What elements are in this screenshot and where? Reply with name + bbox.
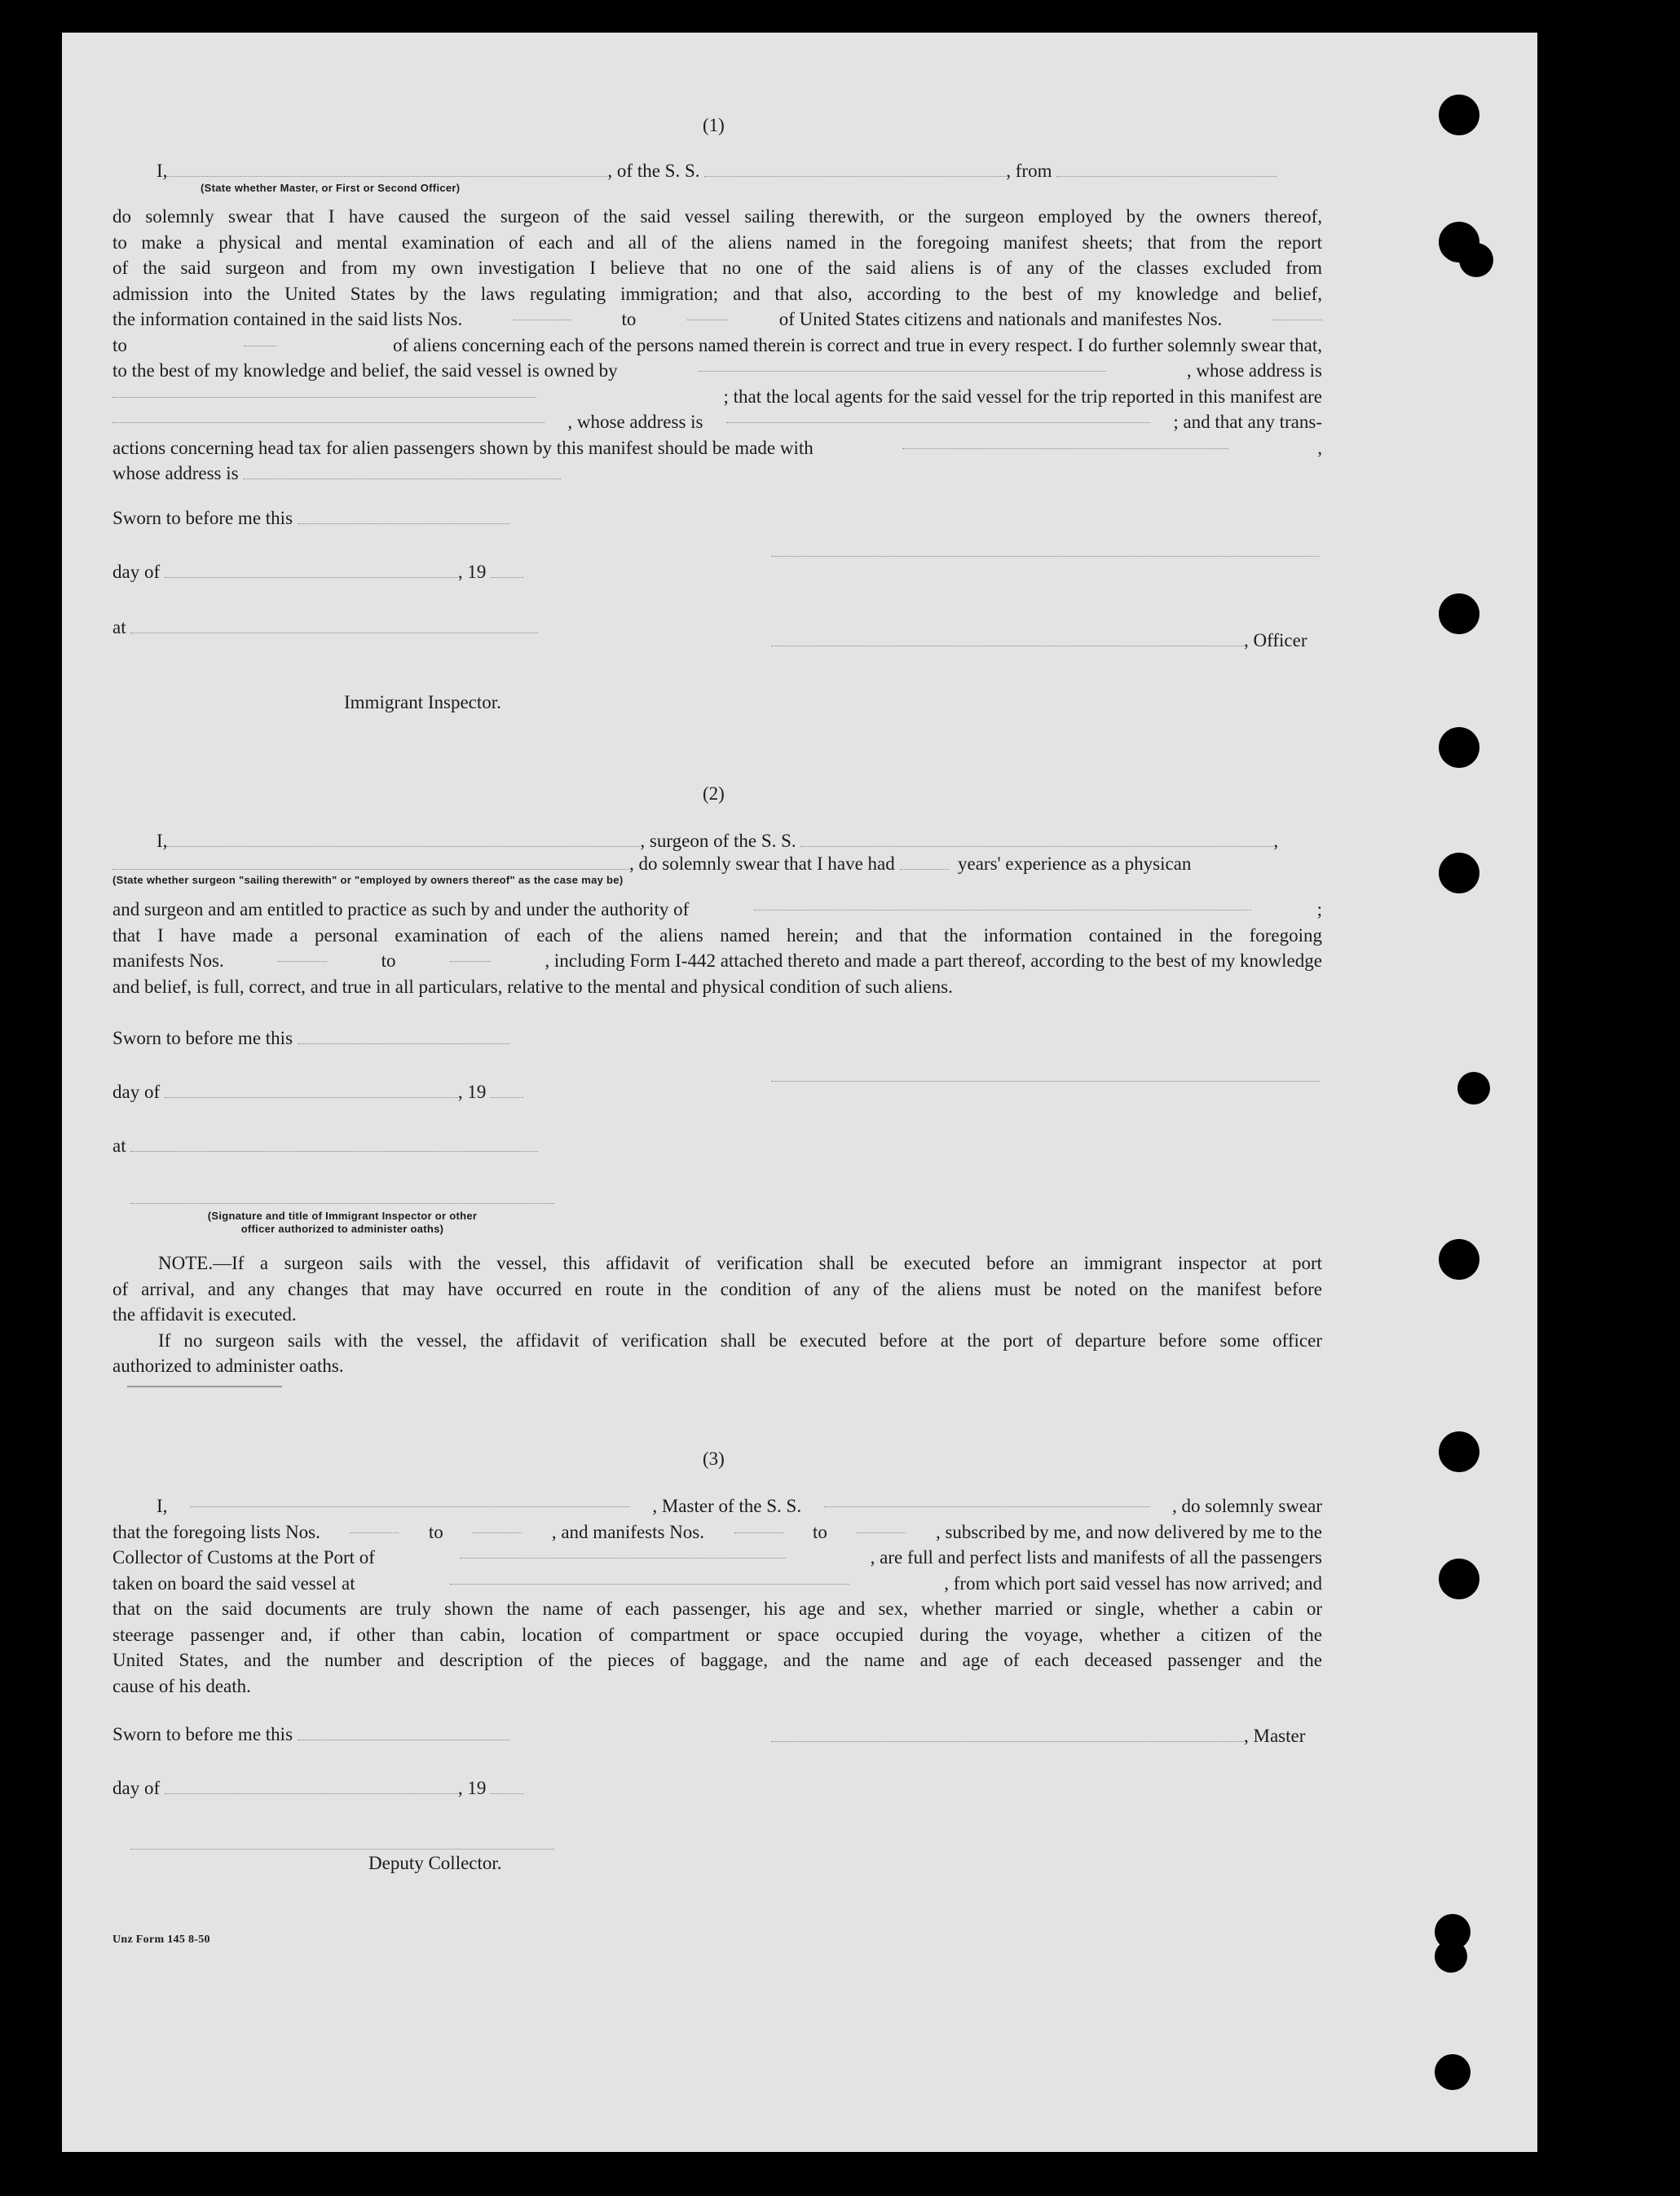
section-2-heading: (2) (703, 783, 725, 804)
punch-hole (1439, 1559, 1479, 1599)
punch-hole (1439, 1239, 1479, 1280)
s1-officer-hint: (State whether Master, or First or Second Officer) (201, 182, 461, 194)
punch-hole (1457, 1072, 1490, 1105)
punch-hole (1439, 95, 1479, 135)
s3-day-of: day of , 19 (112, 1775, 523, 1801)
s3-collector-line (130, 1849, 554, 1850)
form-number: Unz Form 145 8-50 (112, 1934, 210, 1946)
s1-officer: , Officer (771, 628, 1307, 653)
punch-hole (1435, 2054, 1471, 2090)
s2-line-2: , do solemnly swear that I have had years' experience as a physican (112, 851, 1191, 876)
s2-at: at (112, 1133, 538, 1158)
s1-day-of: day of , 19 (112, 559, 523, 584)
s1-inspector-label: Immigrant Inspector. (344, 692, 501, 712)
s1-at: at (112, 615, 538, 640)
s2-inspector-line (130, 1203, 554, 1204)
s3-master: , Master (771, 1723, 1305, 1748)
s1-sworn: Sworn to before me this (112, 505, 509, 531)
punch-hole (1439, 853, 1479, 893)
s2-signature-hint: (Signature and title of Immigrant Inspector or other officer authorized to administer oaths) (207, 1210, 478, 1235)
s3-sworn: Sworn to before me this (112, 1722, 509, 1747)
punch-hole (1439, 593, 1479, 634)
s2-surgeon-hint: (State whether surgeon "sailing therewith" or "employed by owners thereof" as the case may be) (112, 874, 624, 886)
divider (127, 1386, 282, 1387)
s2-day-of: day of , 19 (112, 1079, 523, 1105)
section-1-heading: (1) (703, 115, 725, 135)
punch-hole (1435, 1940, 1467, 1973)
s2-sworn: Sworn to before me this (112, 1025, 509, 1051)
s2-note: NOTE.—If a surgeon sails with the vessel, this affidavit of verification shall be executed before an immigrant inspector at port of arrival, and any changes that may have occurred en route in the condition of any of the aliens must be noted on the manifest before the affidavit is executed. If no surgeon sails with the vessel, the affidavit of verification shall be executed before at the port of departure before some officer authorized to administer oaths. (112, 1253, 1322, 1376)
s3-deputy-label: Deputy Collector. (368, 1853, 502, 1873)
section-3-heading: (3) (703, 1449, 725, 1469)
s1-signature-line (771, 556, 1319, 557)
s2-body: and surgeon and am entitled to practice as such by and under the authority of ; that I have made a personal examination of each of the aliens named herein; and that the information contained in the foregoing manifests Nos. to , including Form I-442 attached thereto and made a part thereof, according to the best of my knowledge and belief, is full, correct, and true in all particulars, relative to the mental and physical condition of such aliens. (112, 897, 1322, 999)
s2-signature-line (771, 1081, 1319, 1082)
s2-line-1: I, , surgeon of the S. S. , (157, 831, 1279, 851)
s3-body: I, , Master of the S. S. , do solemnly swear that the foregoing lists Nos. to , and manifests Nos. to , subscribed by me, and now delivered by me to the Collector of Customs at the Port of , are full and perfect lists and manifests of all the passengers taken on board the said vessel at , from which port said vessel has now arrived; and that on the said documents are truly shown the name of each passenger, his age and sex, whether married or single, whether a cabin or steerage passenger and, if other than cabin, location of compartment or space occupied during the voyage, whether a citizen of the United States, and the number and description of the pieces of baggage, and the name and age of each deceased passenger and the cause of his death. (112, 1493, 1322, 1699)
punch-hole (1439, 727, 1479, 768)
s1-line-1: I, , of the S. S. , from (157, 158, 1277, 183)
punch-hole (1459, 243, 1493, 277)
punch-hole (1439, 1431, 1479, 1472)
s1-body: do solemnly swear that I have caused the surgeon of the said vessel sailing therewith, or the surgeon employed by the owners thereof, to make a physical and mental examination of each and all of the aliens named in the foregoing manifest sheets; that from the report of the said surgeon and from my own investigation I believe that no one of the said aliens is of any of the classes excluded from admission into the United States by the laws regulating immigration; and that also, according to the best of my knowledge and belief, the information contained in the said lists Nos. to of United States citizens and nationals and manifestes Nos. to of aliens concerning each of the persons named therein is correct and true in every respect. I do further solemnly swear that, to the best of my knowledge and belief, the said vessel is owned by , whose address is ; that the local agents for the said vessel for the trip reported in this manifest are , whose address is ; and that any trans- actions concerning head tax for alien passengers shown by this manifest should be made with , whose address is (112, 206, 1322, 483)
